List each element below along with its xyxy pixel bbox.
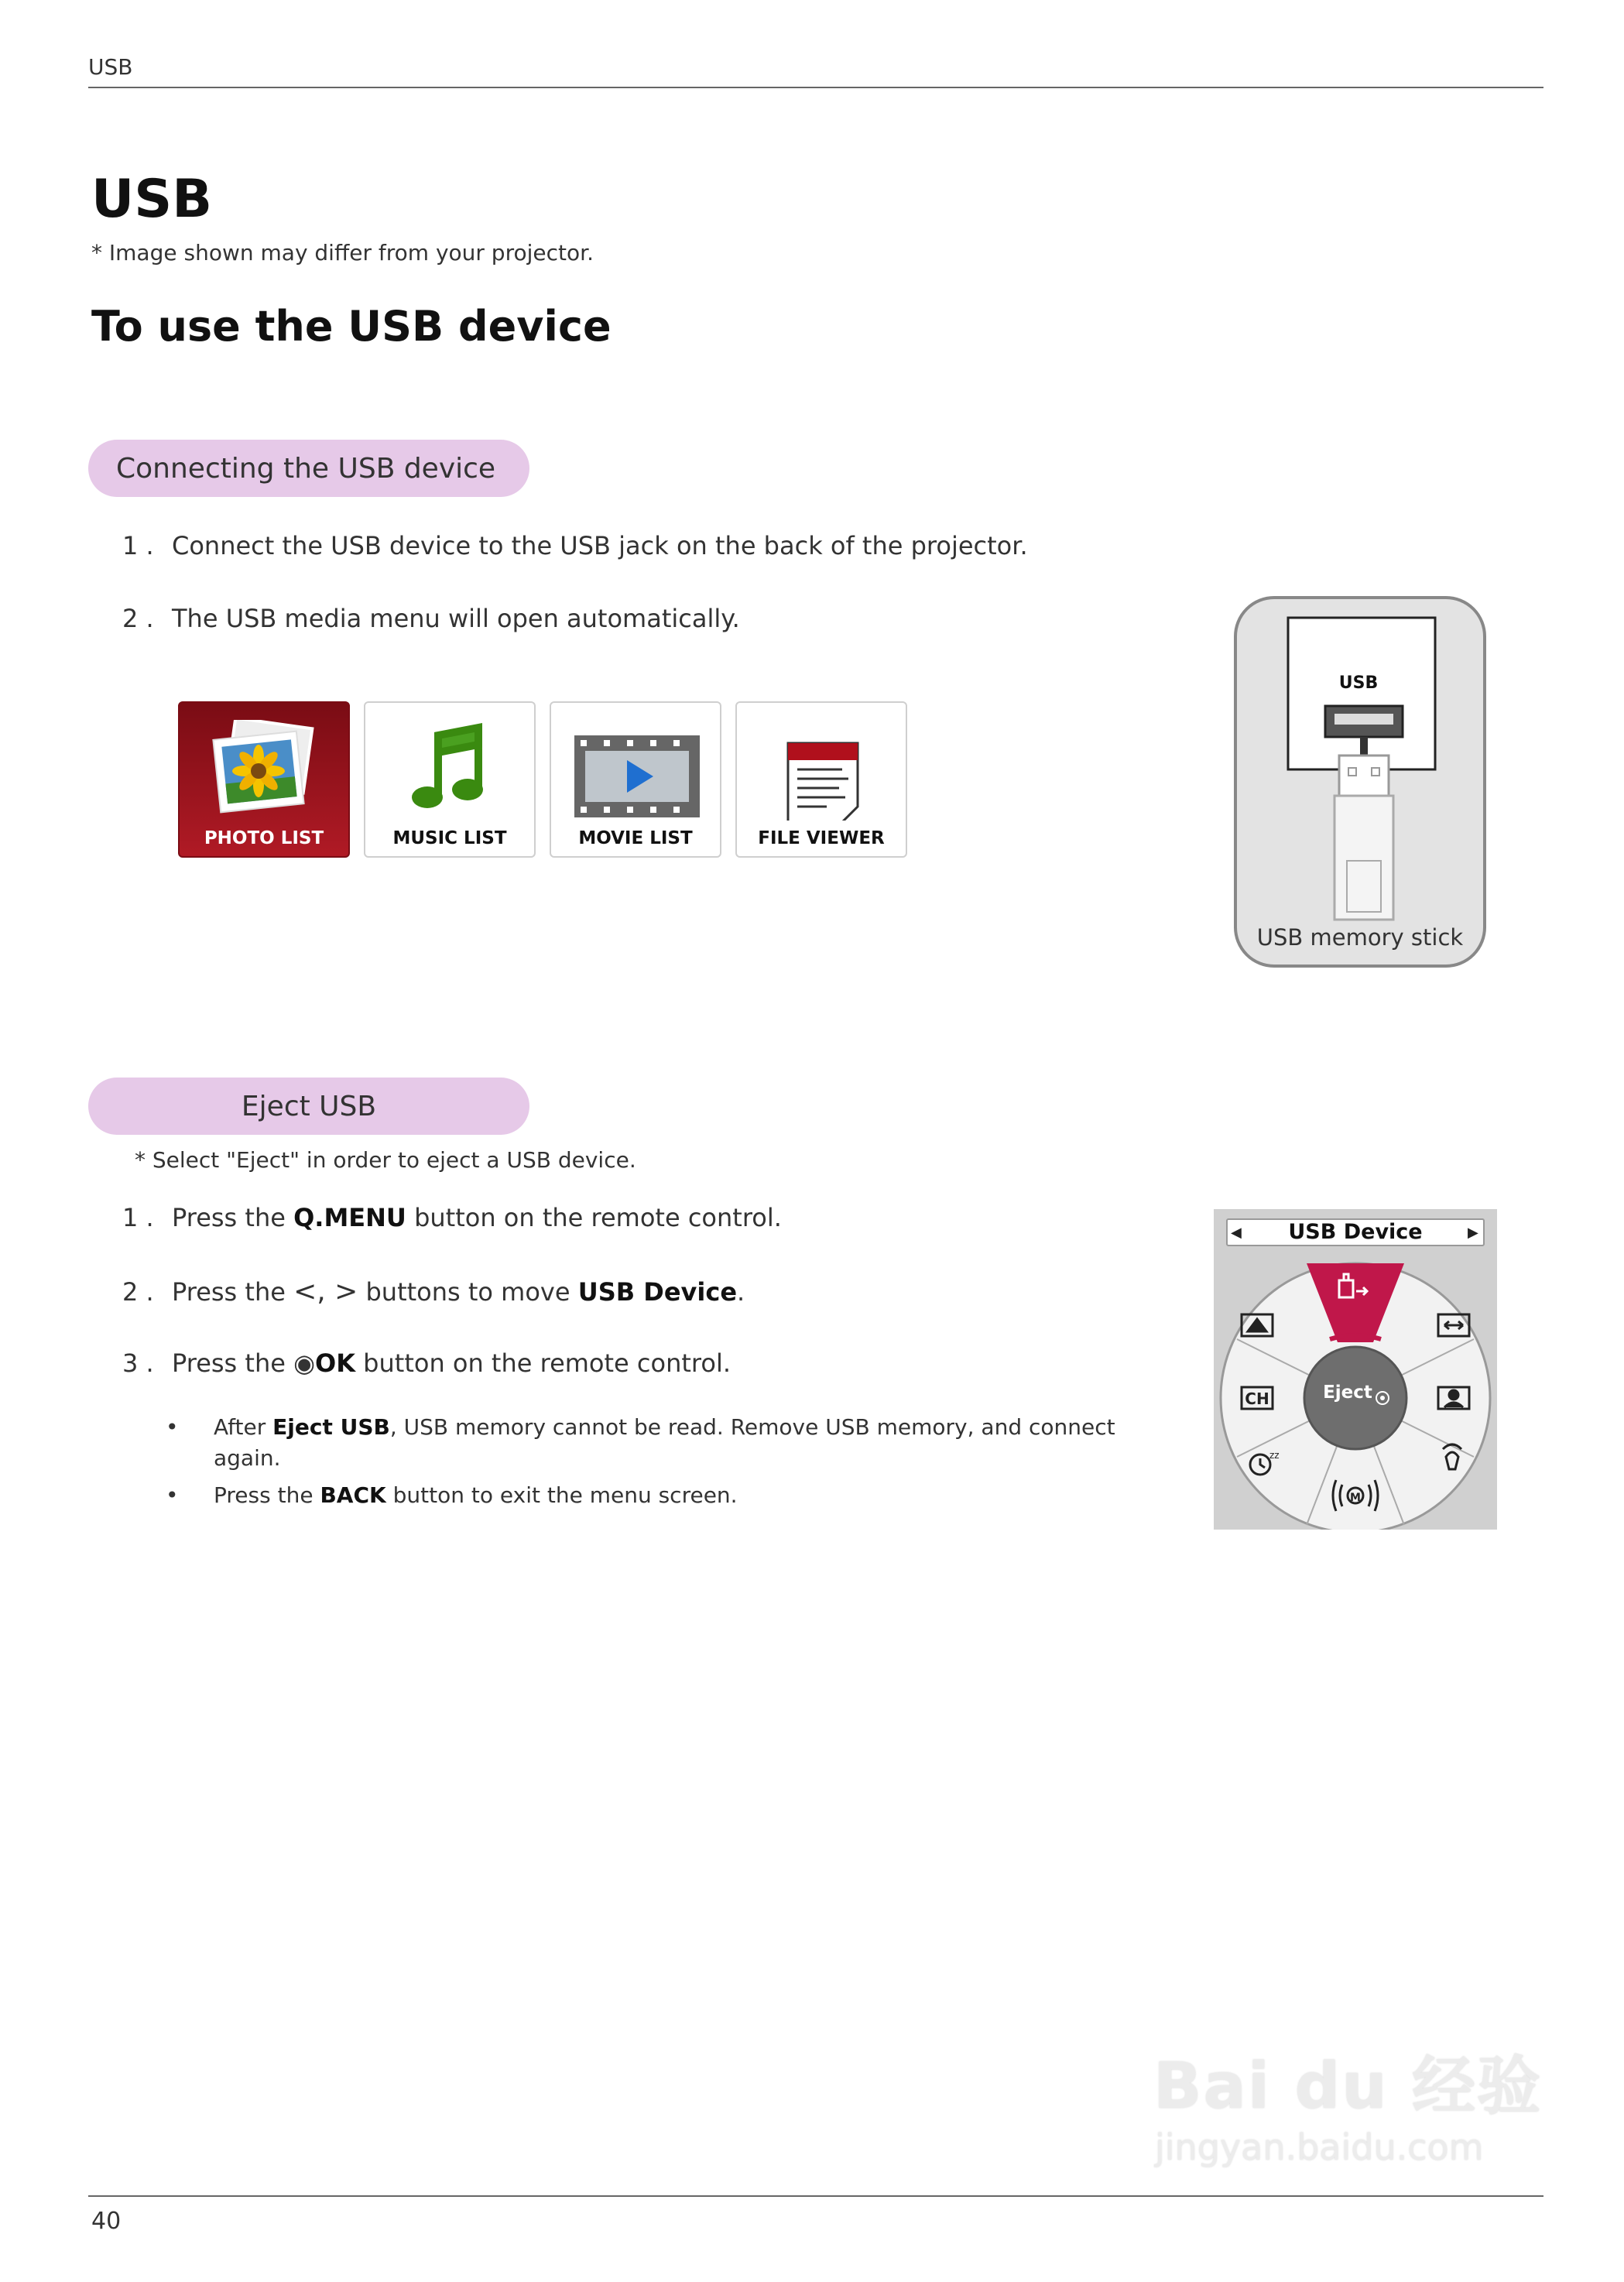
usb-caption: USB memory stick bbox=[1256, 924, 1464, 951]
connect-step-1 bbox=[122, 531, 1028, 560]
step-number: 2 . bbox=[122, 604, 154, 633]
right-arrow-icon[interactable]: ▶ bbox=[1468, 1225, 1478, 1241]
document-icon bbox=[765, 720, 881, 821]
film-play-icon bbox=[571, 720, 703, 821]
step-bold: OK bbox=[315, 1348, 355, 1378]
svg-text:M: M bbox=[1350, 1492, 1361, 1504]
step-bold: Q.MENU bbox=[293, 1203, 406, 1232]
step-text: The USB media menu will open automatically. bbox=[172, 604, 740, 633]
eject-heading: Eject USB bbox=[88, 1078, 529, 1135]
page-number: 40 bbox=[91, 2208, 122, 2235]
tile-label: MUSIC LIST bbox=[392, 828, 507, 848]
eject-bullet-2 bbox=[166, 1480, 1160, 1511]
step-bold: USB Device bbox=[577, 1277, 738, 1307]
eject-step-3 bbox=[122, 1348, 731, 1378]
step-text: button on the remote control. bbox=[355, 1348, 731, 1378]
music-note-icon bbox=[393, 720, 509, 821]
left-arrow-icon[interactable]: ◀ bbox=[1231, 1225, 1242, 1241]
tile-label: FILE VIEWER bbox=[758, 828, 885, 848]
connect-step-2 bbox=[122, 604, 740, 633]
tile-label: PHOTO LIST bbox=[204, 828, 324, 848]
eject-bullet-1 bbox=[166, 1412, 1160, 1474]
tile-label: MOVIE LIST bbox=[578, 828, 693, 848]
running-header: USB bbox=[88, 54, 133, 80]
eject-center-button[interactable]: Eject bbox=[1323, 1383, 1372, 1403]
baidu-watermark bbox=[1153, 2036, 1542, 2168]
bullet-text: , USB memory cannot be read. Remove USB memory, and connect again. bbox=[214, 1414, 1115, 1471]
svg-text:zz: zz bbox=[1269, 1450, 1280, 1461]
usb-stick-icon bbox=[1234, 596, 1486, 937]
bullet-text: After bbox=[214, 1414, 273, 1440]
bullet-text: Press the bbox=[214, 1482, 320, 1508]
qmenu-title: USB Device bbox=[1288, 1220, 1423, 1244]
footer-rule bbox=[88, 2195, 1543, 2197]
step-text: . bbox=[737, 1277, 745, 1307]
music-list-tile[interactable] bbox=[364, 701, 536, 858]
watermark-brand: Bai du 经验 bbox=[1153, 2050, 1543, 2123]
file-viewer-tile[interactable] bbox=[735, 701, 907, 858]
connect-heading: Connecting the USB device bbox=[88, 440, 529, 497]
section-title: To use the USB device bbox=[91, 302, 612, 351]
step-number: 3 . bbox=[122, 1348, 154, 1378]
step-text: Press the bbox=[172, 1277, 294, 1307]
step-number: 2 . bbox=[122, 1277, 154, 1307]
usb-jack-label: USB bbox=[1338, 673, 1379, 693]
step-text: Press the bbox=[172, 1348, 294, 1378]
image-note: * Image shown may differ from your projector. bbox=[91, 240, 594, 266]
step-text: Connect the USB device to the USB jack on the back of the projector. bbox=[172, 531, 1028, 560]
bullet-bold: Eject USB bbox=[272, 1414, 390, 1440]
watermark-url: jingyan.baidu.com bbox=[1155, 2126, 1484, 2168]
bullet-bold: BACK bbox=[320, 1482, 386, 1508]
step-text: button on the remote control. bbox=[406, 1203, 782, 1232]
header-rule bbox=[88, 87, 1543, 88]
bullet-text: button to exit the menu screen. bbox=[385, 1482, 738, 1508]
eject-step-1 bbox=[122, 1203, 782, 1232]
step-text: buttons to move bbox=[358, 1277, 578, 1307]
movie-list-tile[interactable] bbox=[550, 701, 721, 858]
arrow-symbols: <, > bbox=[293, 1276, 358, 1307]
step-number: 1 . bbox=[122, 531, 154, 560]
bullet-dot: • bbox=[166, 1482, 179, 1508]
svg-text:CH: CH bbox=[1245, 1389, 1269, 1408]
step-text: Press the bbox=[172, 1203, 294, 1232]
photo-list-tile[interactable] bbox=[178, 701, 350, 858]
eject-note: * Select "Eject" in order to eject a USB device. bbox=[135, 1147, 636, 1173]
page-title: USB bbox=[91, 169, 213, 230]
bullet-dot: • bbox=[166, 1414, 179, 1440]
photo-icon bbox=[207, 720, 324, 821]
eject-step-2 bbox=[122, 1276, 745, 1307]
step-number: 1 . bbox=[122, 1203, 154, 1232]
ok-button-icon: ◉ bbox=[293, 1348, 315, 1378]
